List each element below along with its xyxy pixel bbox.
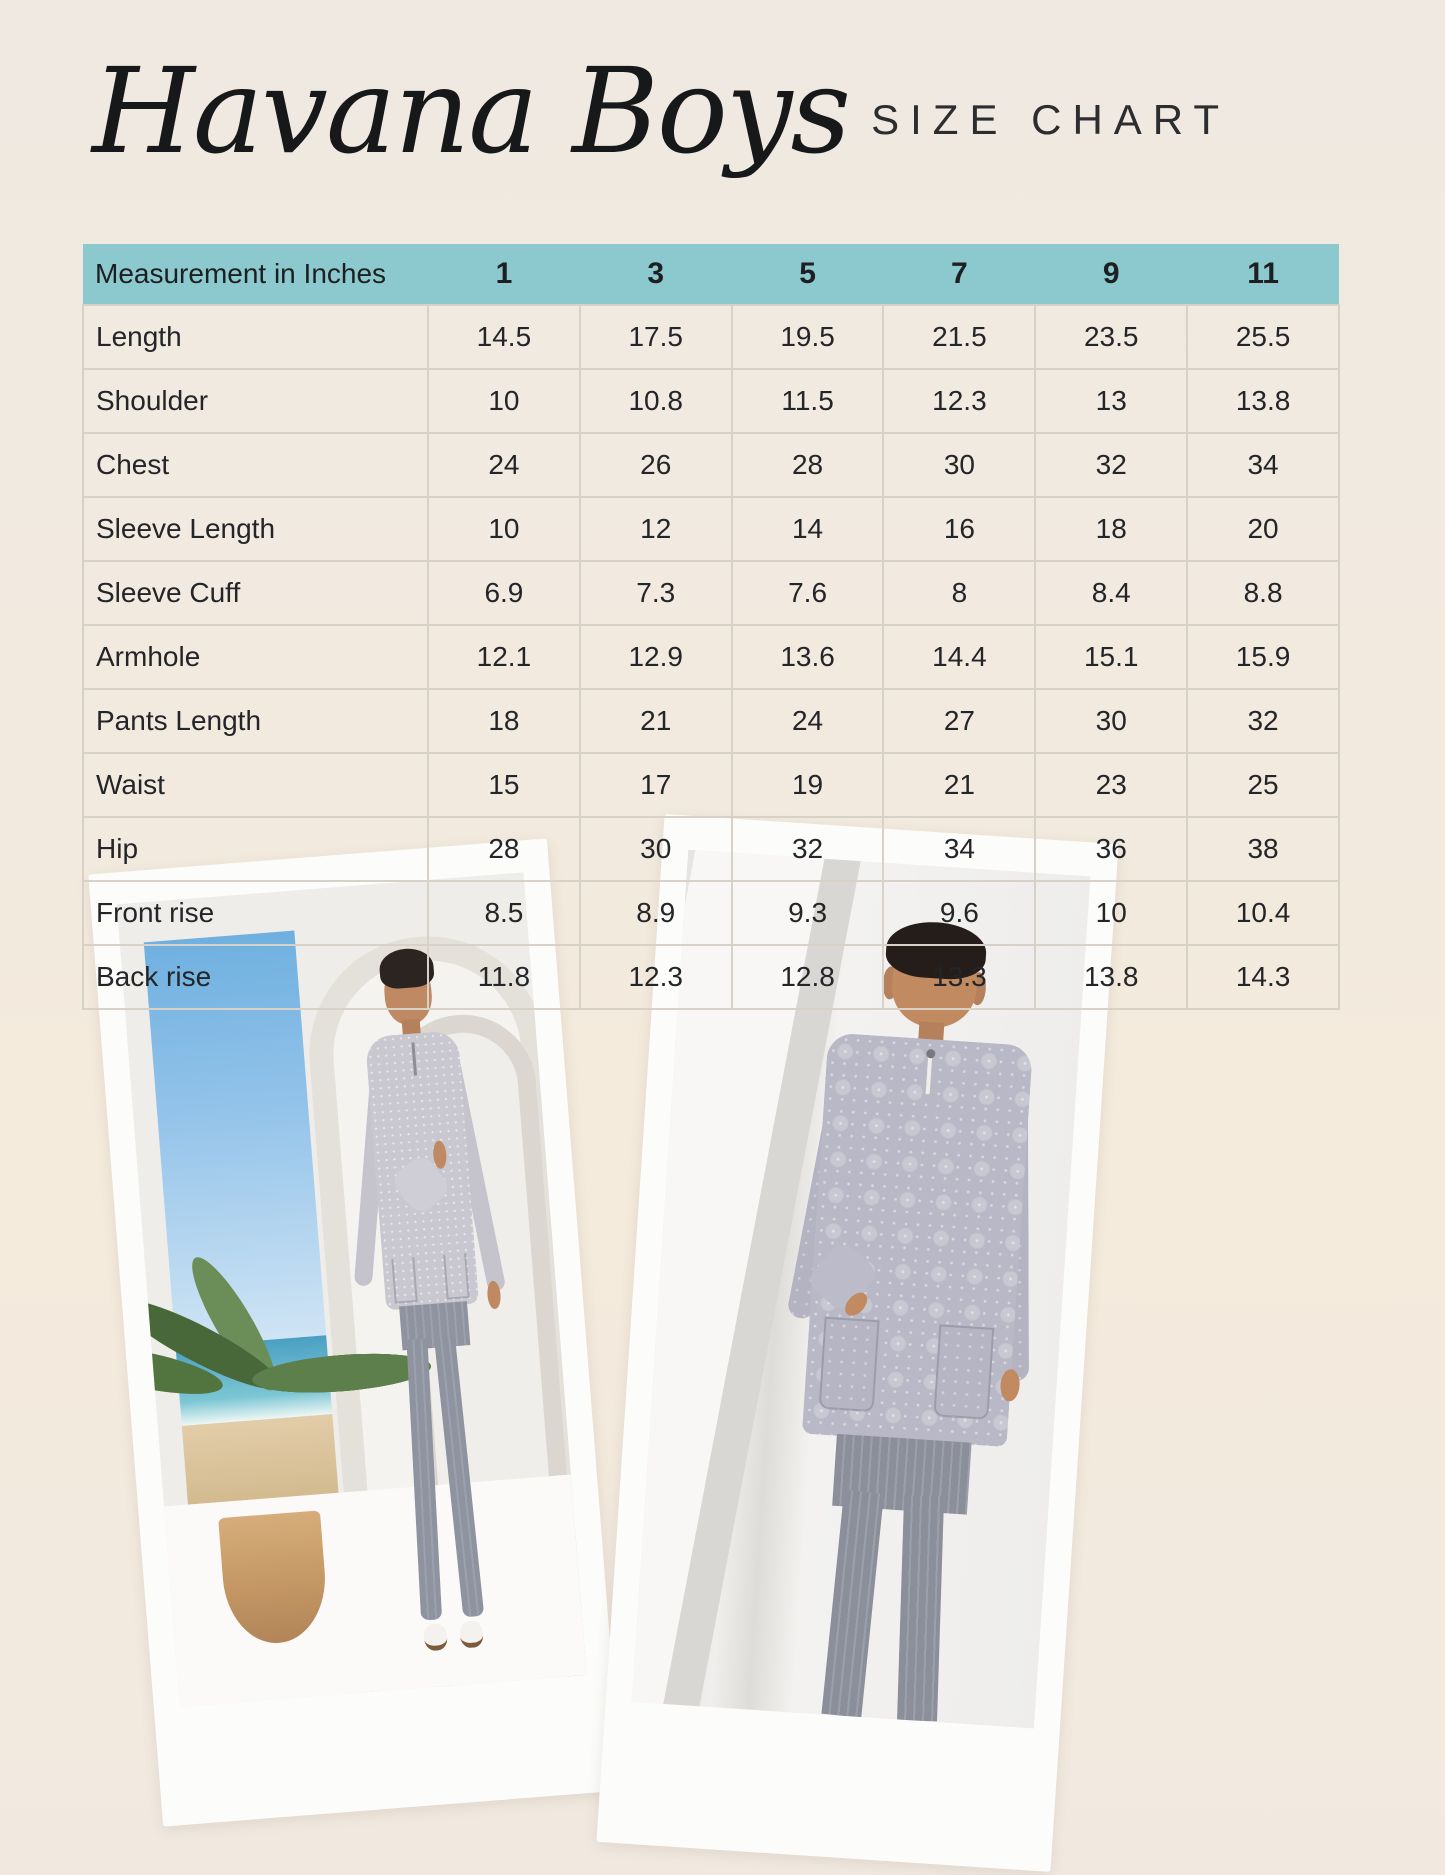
measurement-value: 9.3 — [732, 881, 884, 945]
measurement-value: 12.3 — [580, 945, 732, 1009]
measurement-value: 27 — [883, 689, 1035, 753]
page-header — [92, 42, 1231, 180]
measurement-value: 10.8 — [580, 369, 732, 433]
measurement-row — [83, 497, 1339, 561]
measurement-value: 14.3 — [1187, 945, 1339, 1009]
striped-pants-leg — [822, 1490, 884, 1718]
measurement-value: 10 — [428, 369, 580, 433]
striped-pants-leg — [434, 1336, 484, 1618]
measurement-value: 32 — [1035, 433, 1187, 497]
measurement-value: 16 — [883, 497, 1035, 561]
measurement-row — [83, 305, 1339, 369]
measurement-label: Sleeve Length — [83, 497, 428, 561]
beach-sand — [182, 1414, 339, 1504]
measurement-label: Length — [83, 305, 428, 369]
measurement-value: 19.5 — [732, 305, 884, 369]
white-sandal — [459, 1620, 484, 1649]
size-chart-table — [82, 244, 1340, 1010]
measurement-label: Pants Length — [83, 689, 428, 753]
measurement-label: Hip — [83, 817, 428, 881]
measurement-value: 25 — [1187, 753, 1339, 817]
measurement-value: 14.4 — [883, 625, 1035, 689]
measurement-row — [83, 561, 1339, 625]
measurement-row — [83, 817, 1339, 881]
model-hand — [999, 1368, 1020, 1401]
measurement-value: 8.5 — [428, 881, 580, 945]
page-subtitle: SIZE CHART — [871, 96, 1231, 143]
measurement-value: 18 — [428, 689, 580, 753]
measurement-value: 12.3 — [883, 369, 1035, 433]
kurta-pocket — [819, 1316, 880, 1412]
beach-poster — [144, 931, 339, 1505]
measurement-value: 13.3 — [883, 945, 1035, 1009]
measurement-value: 7.3 — [580, 561, 732, 625]
measurement-label: Front rise — [83, 881, 428, 945]
size-header-cell: 3 — [580, 244, 732, 305]
measurement-value: 24 — [732, 689, 884, 753]
measurement-row — [83, 689, 1339, 753]
kurta-pocket — [443, 1253, 470, 1299]
measurement-row — [83, 625, 1339, 689]
size-header-cell: 5 — [732, 244, 884, 305]
boy-model-figure — [768, 910, 1071, 1728]
measurement-value: 13 — [1035, 369, 1187, 433]
measurement-value: 8.4 — [1035, 561, 1187, 625]
measurement-value: 17.5 — [580, 305, 732, 369]
size-header-cell: 1 — [428, 244, 580, 305]
measurement-value: 21 — [883, 753, 1035, 817]
measurement-value: 34 — [883, 817, 1035, 881]
measurement-value: 30 — [1035, 689, 1187, 753]
measurement-value: 10 — [428, 497, 580, 561]
measurement-label: Chest — [83, 433, 428, 497]
measurement-value: 18 — [1035, 497, 1187, 561]
measurement-value: 24 — [428, 433, 580, 497]
measurement-value: 10.4 — [1187, 881, 1339, 945]
measurement-value: 8.9 — [580, 881, 732, 945]
measurement-value: 10 — [1035, 881, 1187, 945]
measurement-value: 15.1 — [1035, 625, 1187, 689]
measurement-value: 23 — [1035, 753, 1187, 817]
size-header-cell: 7 — [883, 244, 1035, 305]
measurement-value: 13.8 — [1187, 369, 1339, 433]
measurement-label: Waist — [83, 753, 428, 817]
measurement-value: 32 — [1187, 689, 1339, 753]
measurement-value: 20 — [1187, 497, 1339, 561]
measurement-value: 23.5 — [1035, 305, 1187, 369]
measurement-label: Back rise — [83, 945, 428, 1009]
measurement-row — [83, 369, 1339, 433]
measurement-value: 21 — [580, 689, 732, 753]
measurement-value: 14.5 — [428, 305, 580, 369]
measurement-row — [83, 881, 1339, 945]
measurement-value: 26 — [580, 433, 732, 497]
measurement-value: 30 — [883, 433, 1035, 497]
measurement-label: Armhole — [83, 625, 428, 689]
measurement-value: 34 — [1187, 433, 1339, 497]
measurement-value: 9.6 — [883, 881, 1035, 945]
measurement-value: 38 — [1187, 817, 1339, 881]
measurement-value: 7.6 — [732, 561, 884, 625]
measurement-value: 30 — [580, 817, 732, 881]
measurement-value: 19 — [732, 753, 884, 817]
measurement-value: 6.9 — [428, 561, 580, 625]
measurement-label: Sleeve Cuff — [83, 561, 428, 625]
measurement-value: 13.6 — [732, 625, 884, 689]
measurement-value: 32 — [732, 817, 884, 881]
measurement-value: 21.5 — [883, 305, 1035, 369]
kurta-pocket — [933, 1324, 994, 1420]
measurement-value: 12 — [580, 497, 732, 561]
measurement-value: 28 — [732, 433, 884, 497]
measurement-value: 12.8 — [732, 945, 884, 1009]
measurement-value: 15 — [428, 753, 580, 817]
measurement-value: 12.1 — [428, 625, 580, 689]
measurement-value: 8.8 — [1187, 561, 1339, 625]
white-sandal — [423, 1623, 448, 1652]
measurement-value: 25.5 — [1187, 305, 1339, 369]
measurement-value: 13.8 — [1035, 945, 1187, 1009]
measurement-value: 11.8 — [428, 945, 580, 1009]
size-header-cell: 9 — [1035, 244, 1187, 305]
brand-title: Havana Boys — [92, 42, 850, 180]
measurement-value: 14 — [732, 497, 884, 561]
measurement-row — [83, 753, 1339, 817]
measurement-value: 12.9 — [580, 625, 732, 689]
table-header-row — [83, 244, 1339, 305]
measurement-value: 28 — [428, 817, 580, 881]
measurement-header-cell: Measurement in Inches — [83, 244, 428, 305]
measurement-value: 36 — [1035, 817, 1187, 881]
measurement-label: Shoulder — [83, 369, 428, 433]
measurement-value: 15.9 — [1187, 625, 1339, 689]
measurement-row — [83, 945, 1339, 1009]
measurement-value: 8 — [883, 561, 1035, 625]
size-header-cell: 11 — [1187, 244, 1339, 305]
measurement-value: 17 — [580, 753, 732, 817]
striped-pants-leg — [407, 1339, 442, 1621]
kurta-pocket — [391, 1258, 418, 1304]
measurement-row — [83, 433, 1339, 497]
measurement-value: 11.5 — [732, 369, 884, 433]
striped-pants-leg — [897, 1495, 944, 1721]
